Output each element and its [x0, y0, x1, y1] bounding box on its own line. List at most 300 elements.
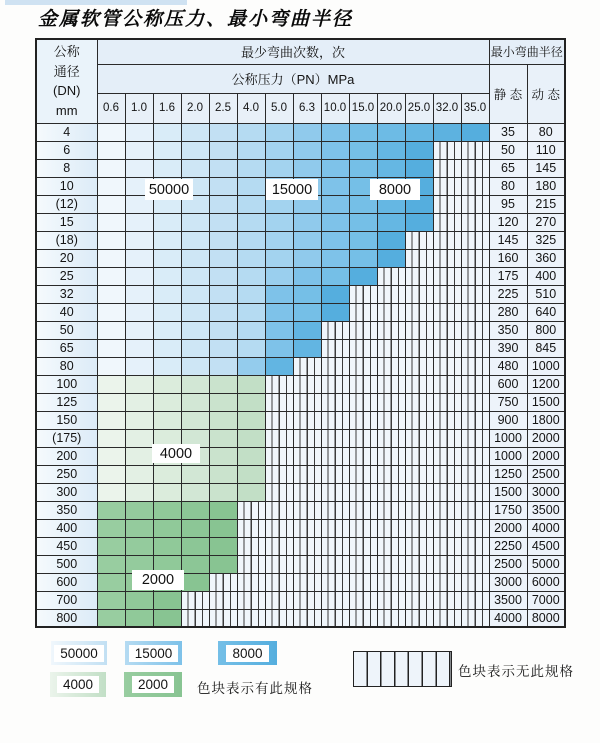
no-spec-cell — [321, 393, 349, 411]
spec-cell-z4 — [97, 447, 125, 465]
spec-cell-z4 — [237, 429, 265, 447]
no-spec-cell — [293, 393, 321, 411]
table-row — [36, 141, 565, 159]
no-spec-cell — [293, 501, 321, 519]
nominal-pressure-header: 公称压力（PN）MPa — [97, 64, 489, 93]
spec-cell-z50 — [209, 249, 237, 267]
spec-cell-z15 — [265, 303, 293, 321]
spec-cell-z4 — [125, 465, 153, 483]
spec-cell-z50 — [181, 231, 209, 249]
spec-cell-z50 — [97, 141, 125, 159]
dynamic-radius-cell: 640 — [527, 303, 565, 321]
dynamic-radius-cell: 8000 — [527, 609, 565, 627]
spec-cell-z8 — [377, 141, 405, 159]
table-row — [36, 573, 565, 591]
no-spec-cell — [433, 591, 461, 609]
spec-cell-z50 — [153, 267, 181, 285]
no-spec-cell — [433, 249, 461, 267]
no-spec-cell — [265, 411, 293, 429]
spec-cell-z2 — [153, 537, 181, 555]
no-spec-cell — [433, 267, 461, 285]
no-spec-cell — [433, 375, 461, 393]
spec-cell-z15 — [237, 321, 265, 339]
dn-header-line: 通径 — [53, 63, 80, 79]
spec-cell-z50 — [97, 357, 125, 375]
spec-cell-z4 — [97, 411, 125, 429]
no-spec-cell — [321, 609, 349, 627]
no-spec-cell — [377, 375, 405, 393]
legend — [0, 638, 600, 718]
spec-cell-z4 — [209, 375, 237, 393]
no-spec-cell — [461, 573, 489, 591]
no-spec-cell — [377, 501, 405, 519]
no-spec-cell — [433, 609, 461, 627]
table-row — [36, 429, 565, 447]
legend-swatch-15000 — [125, 641, 182, 665]
table-row — [36, 609, 565, 627]
dn-cell: 20 — [36, 249, 97, 267]
dynamic-radius-cell: 4500 — [527, 537, 565, 555]
spec-cell-z50 — [125, 231, 153, 249]
dn-cell: (18) — [36, 231, 97, 249]
table-row — [36, 339, 565, 357]
table-row — [36, 483, 565, 501]
table-row — [36, 519, 565, 537]
spec-cell-z50 — [181, 303, 209, 321]
spec-cell-z50 — [97, 285, 125, 303]
no-spec-cell — [265, 483, 293, 501]
spec-cell-z50 — [97, 159, 125, 177]
spec-cell-z2 — [125, 537, 153, 555]
no-spec-cell — [349, 411, 377, 429]
header-row-2 — [36, 64, 565, 93]
dynamic-radius-cell: 180 — [527, 177, 565, 195]
table-row — [36, 321, 565, 339]
spec-cell-z15 — [237, 195, 265, 213]
table-row — [36, 213, 565, 231]
spec-cell-z50 — [153, 357, 181, 375]
static-radius-cell: 80 — [489, 177, 527, 195]
no-spec-cell — [405, 321, 433, 339]
no-spec-cell — [461, 177, 489, 195]
spec-cell-z50 — [97, 249, 125, 267]
spec-cell-z4 — [97, 375, 125, 393]
no-spec-cell — [405, 267, 433, 285]
static-radius-cell: 160 — [489, 249, 527, 267]
no-spec-cell — [433, 501, 461, 519]
spec-cell-z15 — [265, 159, 293, 177]
pressure-tick: 1.0 — [125, 93, 153, 123]
no-spec-cell — [293, 483, 321, 501]
table-area — [35, 38, 566, 628]
table-header — [36, 39, 565, 123]
no-spec-cell — [433, 321, 461, 339]
spec-cell-z4 — [209, 411, 237, 429]
spec-cell-z4 — [125, 411, 153, 429]
pressure-tick: 2.5 — [209, 93, 237, 123]
spec-cell-z15 — [237, 177, 265, 195]
spec-table — [35, 38, 566, 628]
spec-cell-z4 — [237, 411, 265, 429]
no-spec-cell — [293, 375, 321, 393]
spec-cell-z4 — [181, 465, 209, 483]
no-spec-cell — [461, 267, 489, 285]
no-spec-cell — [405, 357, 433, 375]
no-spec-cell — [265, 375, 293, 393]
static-radius-cell: 350 — [489, 321, 527, 339]
dn-cell: 200 — [36, 447, 97, 465]
no-spec-cell — [405, 483, 433, 501]
spec-cell-z8 — [293, 321, 321, 339]
no-spec-swatch — [353, 651, 452, 687]
no-spec-cell — [321, 447, 349, 465]
dn-cell: 40 — [36, 303, 97, 321]
legend-swatch-label: 50000 — [54, 645, 104, 662]
dynamic-radius-cell: 4000 — [527, 519, 565, 537]
zone-label-15000: 15000 — [266, 179, 318, 200]
spec-cell-z50 — [97, 303, 125, 321]
no-spec-cell — [377, 393, 405, 411]
no-spec-cell — [405, 285, 433, 303]
dn-header-line: (DN) — [53, 83, 81, 99]
no-spec-cell — [321, 357, 349, 375]
spec-cell-z4 — [97, 393, 125, 411]
spec-cell-z8 — [321, 285, 349, 303]
no-spec-cell — [377, 609, 405, 627]
spec-cell-z8 — [349, 231, 377, 249]
static-radius-cell: 65 — [489, 159, 527, 177]
no-spec-cell — [265, 501, 293, 519]
spec-cell-z15 — [321, 195, 349, 213]
static-radius-cell: 480 — [489, 357, 527, 375]
pressure-tick: 35.0 — [461, 93, 489, 123]
spec-cell-z50 — [125, 285, 153, 303]
spec-cell-z4 — [237, 447, 265, 465]
zone-label-2000: 2000 — [132, 570, 184, 590]
no-spec-cell — [433, 519, 461, 537]
static-radius-cell: 175 — [489, 267, 527, 285]
dynamic-radius-cell: 110 — [527, 141, 565, 159]
spec-cell-z50 — [209, 285, 237, 303]
spec-cell-z4 — [209, 447, 237, 465]
page-title: 金属软管公称压力、最小弯曲半径 — [38, 8, 354, 30]
static-radius-cell: 600 — [489, 375, 527, 393]
no-spec-cell — [377, 573, 405, 591]
no-spec-cell — [321, 465, 349, 483]
no-spec-cell — [461, 285, 489, 303]
table-row — [36, 267, 565, 285]
no-spec-cell — [349, 429, 377, 447]
table-row — [36, 501, 565, 519]
table-row — [36, 303, 565, 321]
spec-cell-z4 — [153, 393, 181, 411]
no-spec-cell — [209, 609, 237, 627]
no-spec-cell — [321, 501, 349, 519]
table-row — [36, 249, 565, 267]
spec-cell-z4 — [125, 447, 153, 465]
no-spec-cell — [433, 195, 461, 213]
spec-cell-z50 — [181, 339, 209, 357]
no-spec-cell — [265, 591, 293, 609]
spec-cell-z15 — [237, 231, 265, 249]
spec-cell-z2 — [181, 555, 209, 573]
spec-cell-z50 — [97, 123, 125, 141]
spec-cell-z8 — [349, 267, 377, 285]
dn-cell: 300 — [36, 483, 97, 501]
spec-cell-z4 — [209, 483, 237, 501]
spec-cell-z8 — [433, 123, 461, 141]
no-spec-cell — [433, 465, 461, 483]
no-spec-cell — [377, 465, 405, 483]
dynamic-radius-cell: 360 — [527, 249, 565, 267]
spec-cell-z4 — [125, 393, 153, 411]
no-spec-cell — [461, 159, 489, 177]
no-spec-cell — [433, 537, 461, 555]
no-spec-cell — [433, 177, 461, 195]
no-spec-cell — [461, 447, 489, 465]
spec-cell-z50 — [97, 231, 125, 249]
spec-cell-z4 — [209, 429, 237, 447]
no-spec-cell — [433, 285, 461, 303]
dn-cell: 800 — [36, 609, 97, 627]
dn-cell: 6 — [36, 141, 97, 159]
spec-cell-z50 — [209, 123, 237, 141]
spec-cell-z15 — [237, 285, 265, 303]
spec-cell-z50 — [153, 123, 181, 141]
pressure-tick: 4.0 — [237, 93, 265, 123]
no-spec-cell — [349, 501, 377, 519]
legend-swatch-label: 2000 — [132, 676, 174, 693]
no-spec-cell — [461, 141, 489, 159]
table-row — [36, 411, 565, 429]
table-row — [36, 555, 565, 573]
no-spec-cell — [293, 411, 321, 429]
table-row — [36, 123, 565, 141]
table-row — [36, 159, 565, 177]
dn-header-line: 公称 — [53, 44, 80, 60]
no-spec-cell — [377, 357, 405, 375]
no-spec-cell — [293, 555, 321, 573]
spec-cell-z8 — [265, 357, 293, 375]
zone-label-8000: 8000 — [370, 179, 420, 200]
no-spec-cell — [433, 393, 461, 411]
spec-cell-z15 — [265, 339, 293, 357]
no-spec-cell — [349, 573, 377, 591]
spec-cell-z50 — [209, 357, 237, 375]
spec-cell-z4 — [125, 375, 153, 393]
spec-cell-z2 — [125, 591, 153, 609]
spec-cell-z50 — [153, 159, 181, 177]
no-spec-cell — [293, 519, 321, 537]
spec-cell-z2 — [97, 519, 125, 537]
static-radius-cell: 390 — [489, 339, 527, 357]
spec-cell-z8 — [293, 339, 321, 357]
no-spec-cell — [321, 411, 349, 429]
spec-cell-z15 — [237, 141, 265, 159]
static-radius-cell: 225 — [489, 285, 527, 303]
static-radius-cell: 750 — [489, 393, 527, 411]
dynamic-radius-cell: 5000 — [527, 555, 565, 573]
spec-cell-z15 — [321, 213, 349, 231]
pressure-tick: 2.0 — [181, 93, 209, 123]
legend-swatch-label: 8000 — [226, 645, 268, 662]
dn-cell: 250 — [36, 465, 97, 483]
spec-cell-z2 — [97, 555, 125, 573]
no-spec-cell — [405, 591, 433, 609]
spec-cell-z2 — [97, 537, 125, 555]
no-spec-cell — [433, 447, 461, 465]
dynamic-radius-cell: 1200 — [527, 375, 565, 393]
spec-cell-z4 — [97, 483, 125, 501]
spec-cell-z15 — [237, 267, 265, 285]
spec-cell-z2 — [209, 555, 237, 573]
no-spec-cell — [433, 483, 461, 501]
static-radius-cell: 50 — [489, 141, 527, 159]
spec-cell-z50 — [209, 303, 237, 321]
spec-cell-z50 — [153, 339, 181, 357]
dn-cell: 80 — [36, 357, 97, 375]
no-spec-cell — [405, 609, 433, 627]
no-spec-cell — [349, 519, 377, 537]
spec-cell-z4 — [153, 411, 181, 429]
no-spec-cell — [433, 141, 461, 159]
no-spec-cell — [377, 267, 405, 285]
no-spec-cell — [321, 591, 349, 609]
dn-cell: 600 — [36, 573, 97, 591]
legend-swatch-8000 — [218, 641, 277, 665]
pressure-tick: 0.6 — [97, 93, 125, 123]
no-spec-cell — [461, 249, 489, 267]
no-spec-cell — [321, 429, 349, 447]
spec-cell-z2 — [153, 609, 181, 627]
dynamic-radius-cell: 1800 — [527, 411, 565, 429]
dn-cell: 65 — [36, 339, 97, 357]
no-spec-cell — [377, 285, 405, 303]
dynamic-radius-cell: 1000 — [527, 357, 565, 375]
spec-cell-z2 — [97, 609, 125, 627]
no-spec-cell — [461, 465, 489, 483]
spec-cell-z8 — [405, 213, 433, 231]
no-spec-cell — [377, 321, 405, 339]
spec-cell-z15 — [265, 231, 293, 249]
spec-cell-z50 — [153, 231, 181, 249]
spec-cell-z4 — [153, 465, 181, 483]
spec-cell-z15 — [293, 249, 321, 267]
no-spec-cell — [433, 339, 461, 357]
spec-cell-z50 — [181, 213, 209, 231]
spec-cell-z8 — [293, 303, 321, 321]
no-spec-cell — [377, 447, 405, 465]
no-spec-cell — [349, 375, 377, 393]
no-spec-cell — [433, 429, 461, 447]
zone-label-4000: 4000 — [152, 444, 200, 463]
no-spec-cell — [209, 573, 237, 591]
spec-cell-z15 — [265, 249, 293, 267]
spec-cell-z8 — [377, 213, 405, 231]
no-spec-cell — [349, 285, 377, 303]
spec-cell-z2 — [181, 519, 209, 537]
spec-cell-z8 — [405, 123, 433, 141]
no-spec-cell — [405, 411, 433, 429]
spec-cell-z2 — [181, 573, 209, 591]
spec-cell-z50 — [209, 267, 237, 285]
pressure-tick: 25.0 — [405, 93, 433, 123]
spec-cell-z8 — [349, 213, 377, 231]
spec-cell-z4 — [153, 483, 181, 501]
spec-cell-z2 — [181, 537, 209, 555]
dynamic-radius-cell: 1500 — [527, 393, 565, 411]
spec-cell-z15 — [265, 123, 293, 141]
pressure-tick: 5.0 — [265, 93, 293, 123]
dynamic-radius-cell: 800 — [527, 321, 565, 339]
no-spec-cell — [377, 411, 405, 429]
spec-cell-z15 — [321, 159, 349, 177]
spec-cell-z50 — [125, 141, 153, 159]
no-spec-cell — [349, 339, 377, 357]
spec-cell-z50 — [181, 123, 209, 141]
spec-cell-z2 — [125, 609, 153, 627]
static-radius-cell: 2000 — [489, 519, 527, 537]
dn-cell: 400 — [36, 519, 97, 537]
table-row — [36, 591, 565, 609]
no-spec-cell — [461, 339, 489, 357]
spec-cell-z50 — [125, 159, 153, 177]
no-spec-cell — [349, 465, 377, 483]
no-spec-cell — [181, 591, 209, 609]
dynamic-radius-cell: 400 — [527, 267, 565, 285]
no-spec-cell — [377, 519, 405, 537]
spec-cell-z2 — [209, 519, 237, 537]
no-spec-cell — [461, 609, 489, 627]
no-spec-cell — [265, 555, 293, 573]
dynamic-radius-cell: 270 — [527, 213, 565, 231]
pressure-tick: 1.6 — [153, 93, 181, 123]
dn-cell: (12) — [36, 195, 97, 213]
no-spec-cell — [405, 465, 433, 483]
spec-cell-z2 — [97, 573, 125, 591]
dynamic-radius-cell: 6000 — [527, 573, 565, 591]
spec-cell-z8 — [293, 285, 321, 303]
no-spec-cell — [349, 591, 377, 609]
dynamic-radius-cell: 80 — [527, 123, 565, 141]
spec-cell-z50 — [125, 249, 153, 267]
spec-cell-z4 — [181, 483, 209, 501]
no-spec-cell — [461, 429, 489, 447]
dn-cell: 700 — [36, 591, 97, 609]
no-spec-cell — [349, 357, 377, 375]
no-spec-cell — [349, 609, 377, 627]
spec-cell-z50 — [181, 321, 209, 339]
spec-cell-z2 — [97, 591, 125, 609]
no-spec-cell — [377, 555, 405, 573]
no-spec-cell — [209, 591, 237, 609]
static-radius-cell: 3000 — [489, 573, 527, 591]
spec-cell-z2 — [153, 591, 181, 609]
dynamic-radius-cell: 3000 — [527, 483, 565, 501]
spec-cell-z15 — [321, 141, 349, 159]
static-radius-cell: 95 — [489, 195, 527, 213]
bend-count-header: 最少弯曲次数，次 — [97, 39, 489, 64]
spec-cell-z15 — [265, 141, 293, 159]
no-spec-cell — [237, 501, 265, 519]
dn-cell: 50 — [36, 321, 97, 339]
no-spec-cell — [237, 537, 265, 555]
spec-cell-z8 — [377, 231, 405, 249]
static-radius-cell: 3500 — [489, 591, 527, 609]
legend-swatch-label: 15000 — [129, 645, 179, 662]
spec-cell-z15 — [321, 249, 349, 267]
no-spec-cell — [377, 429, 405, 447]
